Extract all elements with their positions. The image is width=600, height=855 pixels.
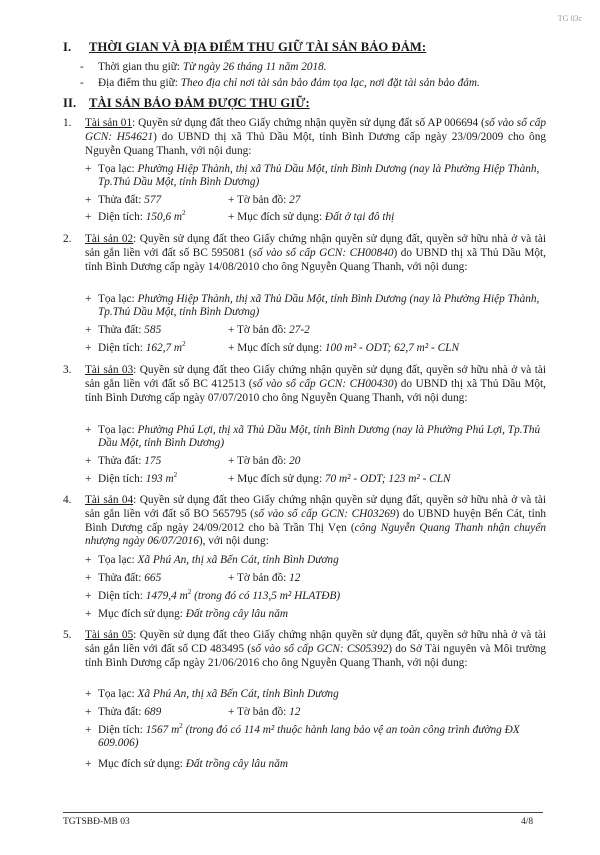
asset-1-use-value: Đất ở tại đô thị	[324, 211, 395, 223]
asset-5-area-note: (trong đó có 114 m² thuộc hành lang bảo vệ an toàn công trình đường ĐX 609.006)	[98, 724, 520, 750]
asset-1-number: 1.	[63, 117, 72, 129]
asset-3-location: + Tọa lạc: Phường Phú Lợi, thị xã Thủ Dầu Một, tỉnh Bình Dương (nay là Phường Phú Lợi, Tp.Thủ Dầu Một, tỉnh Bình Dương)	[85, 424, 541, 450]
asset-2-book-number: số vào sổ cấp GCN: CH00840	[252, 246, 394, 259]
asset-3-parcel-row: + Thửa đất: 175 + Tờ bản đồ: 20	[85, 455, 301, 467]
section-2-number: II.	[63, 96, 77, 110]
asset-3-location-value: Phường Phú Lợi, thị xã Thủ Dầu Một, tỉnh Bình Dương (nay là Phường Phú Lợi, Tp.Thủ Dầu Một, tỉnh Bình Dương)	[98, 424, 541, 450]
asset-1-map-value: 27	[289, 194, 301, 206]
asset-1-name: Tài sản 01	[85, 117, 133, 129]
seizure-place-label: Địa điểm thu giữ:	[98, 77, 181, 89]
page-number: 4/8	[521, 817, 534, 827]
asset-2-name: Tài sản 02	[85, 233, 134, 245]
asset-4-parcel-label: Thửa đất:	[98, 572, 145, 584]
asset-5-parcel-value: 689	[144, 706, 162, 718]
asset-1-text-b: ) do UBND thị xã Thủ Dầu Một, tỉnh Bình Dương cấp ngày 23/09/2009 cho ông Nguyễn Quang Thanh, với nội dung:	[85, 130, 547, 157]
asset-4-location-label: Tọa lạc:	[98, 554, 138, 566]
asset-1-paragraph	[63, 117, 546, 158]
asset-4-paragraph	[63, 494, 546, 549]
asset-2-text-b: ) do UBND thị xã Thủ Dầu Một, tỉnh Bình Dương cấp ngày 14/08/2010 cho ông Nguyễn Quang Thanh, với nội dung:	[85, 246, 547, 273]
asset-4-location: + Tọa lạc: Xã Phú An, thị xã Bến Cát, tỉnh Bình Dương	[85, 554, 339, 566]
asset-3-use-label: + Mục đích sử dụng:	[228, 473, 325, 485]
asset-4-transfer-note: công Nguyễn Quang Thanh nhận chuyển nhượng ngày 06/07/2016	[85, 521, 546, 548]
seizure-place-line: - Địa điểm thu giữ: Theo địa chỉ nơi tài sản bảo đảm tọa lạc, nơi đặt tài sản bảo đảm.	[80, 77, 480, 89]
asset-1-map-label: + Tờ bản đồ:	[228, 194, 290, 206]
asset-5-number: 5.	[63, 629, 72, 641]
asset-5-map-label: + Tờ bản đồ:	[228, 706, 290, 718]
asset-5-use-row: + Mục đích sử dụng: Đất trồng cây lâu năm	[85, 758, 289, 770]
asset-3-paragraph	[63, 364, 546, 405]
asset-4-use-row: + Mục đích sử dụng: Đất trồng cây lâu năm	[85, 608, 289, 620]
asset-3-area-row: + Diện tích: 193 $m^2$ + Mục đích sử dụng: 70 m² - ODT; 123 m² - CLN	[85, 471, 451, 485]
asset-1-use-label: + Mục đích sử dụng:	[228, 211, 325, 223]
asset-2-paragraph	[63, 233, 546, 274]
seizure-time-label: Thời gian thu giữ:	[98, 61, 183, 73]
asset-3-number: 3.	[63, 364, 72, 376]
asset-5-area-row: + Diện tích: 1567 $m^2$ (trong đó có 114 m² thuộc hành lang bảo vệ an toàn công trình đường ĐX 609.006)	[85, 722, 520, 750]
asset-3-text-a: : Quyền sử dụng đất theo Giấy chứng nhận quyền sử dụng đất, quyền sở hữu nhà ở và tài sản gắn liền với đất số BC 412513 (	[85, 364, 546, 390]
asset-4-area-row: + Diện tích: 1479,4 $m^2$ (trong đó có 113,5 m² HLATĐB)	[85, 588, 341, 602]
asset-5-area-label: Diện tích:	[98, 724, 146, 736]
asset-4-area-value: 1479,4 m	[145, 590, 188, 602]
asset-4-map-value: 12	[289, 572, 301, 584]
asset-4-area-note: (trong đó có 113,5 m² HLATĐB)	[191, 590, 341, 602]
asset-4-location-value: Xã Phú An, thị xã Bến Cát, tỉnh Bình Dương	[137, 554, 339, 566]
asset-1-area-label: Diện tích:	[98, 211, 146, 223]
asset-2-location-label: Tọa lạc:	[98, 293, 138, 305]
asset-1-location-value: Phường Hiệp Thành, thị xã Thủ Dầu Một, tỉnh Bình Dương (nay là Phường Hiệp Thành, Tp.Thủ Dầu Một, tỉnh Bình Dương)	[98, 163, 540, 189]
asset-3-map-value: 20	[289, 455, 301, 467]
asset-5-name: Tài sản 05	[85, 629, 134, 641]
asset-4-text-b: ) do UBND huyện Bến Cát, tỉnh Bình Dương cấp ngày 24/09/2012 cho bà Trần Thị Vẹn (	[85, 507, 547, 534]
asset-5-use-value: Đất trồng cây lâu năm	[185, 758, 289, 770]
asset-4-name: Tài sản 04	[85, 494, 134, 506]
asset-1-location-label: Tọa lạc:	[98, 163, 138, 175]
asset-3-book-number: số vào sổ cấp GCN: CH00430	[252, 377, 394, 390]
asset-1-location: + Tọa lạc: Phường Hiệp Thành, thị xã Thủ Dầu Một, tỉnh Bình Dương (nay là Phường Hiệp Thành, Tp.Thủ Dầu Một, tỉnh Bình Dương)	[85, 163, 540, 189]
footer-form-code: TGTSBĐ-MB 03	[63, 817, 130, 827]
asset-2-number: 2.	[63, 233, 72, 245]
asset-3-map-label: + Tờ bản đồ:	[228, 455, 290, 467]
asset-5-location-label: Tọa lạc:	[98, 688, 138, 700]
asset-1-area-value: 150,6 m	[145, 211, 183, 223]
asset-5-location-value: Xã Phú An, thị xã Bến Cát, tỉnh Bình Dương	[137, 688, 339, 700]
asset-1-parcel-label: Thửa đất:	[98, 194, 145, 206]
asset-3-area-value: 193 m	[145, 473, 174, 485]
form-code: TG 03c	[557, 14, 582, 23]
section-2-heading	[63, 96, 310, 111]
asset-3-area-label: Diện tích:	[98, 473, 146, 485]
asset-2-use-value: 100 m² - ODT; 62,7 m² - CLN	[324, 342, 459, 354]
asset-5-use-label: Mục đích sử dụng:	[98, 758, 186, 770]
asset-2-use-label: + Mục đích sử dụng:	[228, 342, 325, 354]
asset-3-text-b: ) do UBND thị xã Thủ Dầu Một, tỉnh Bình Dương cấp ngày 07/07/2010 cho ông Nguyễn Quang Thanh, với nội dung:	[85, 377, 547, 404]
asset-3-location-label: Tọa lạc:	[98, 424, 138, 436]
asset-3-parcel-value: 175	[144, 455, 162, 467]
footer-divider	[63, 812, 543, 813]
asset-5-area-value: 1567 m	[145, 724, 180, 736]
asset-2-parcel-label: Thửa đất:	[98, 324, 145, 336]
asset-3-use-value: 70 m² - ODT; 123 m² - CLN	[324, 473, 451, 485]
asset-5-map-value: 12	[289, 706, 301, 718]
asset-2-map-value: 27-2	[289, 324, 310, 336]
asset-5-book-number: số vào sổ cấp GCN: CS05392	[251, 642, 389, 655]
asset-3-parcel-label: Thửa đất:	[98, 455, 145, 467]
asset-4-text-d: ), với nội dung:	[198, 535, 269, 548]
asset-1-text-a: : Quyền sử dụng đất theo Giấy chứng nhận quyền sử dụng đất số AP 006694 (	[132, 117, 485, 129]
asset-1-parcel-value: 577	[144, 194, 162, 206]
asset-2-location-value: Phường Hiệp Thành, thị xã Thủ Dầu Một, tỉnh Bình Dương (nay là Phường Hiệp Thành, Tp.Thủ Dầu Một, tỉnh Bình Dương)	[98, 293, 540, 319]
asset-4-parcel-value: 665	[144, 572, 162, 584]
asset-1-parcel-row: + Thửa đất: 577 + Tờ bản đồ: 27	[85, 194, 301, 206]
seizure-time-line: - Thời gian thu giữ: Từ ngày 26 tháng 11 năm 2018.	[80, 61, 327, 73]
section-1-heading	[63, 40, 426, 55]
asset-5-text-a: : Quyền sử dụng đất theo Giấy chứng nhận quyền sử dụng đất, quyền sở hữu nhà ở và tài sản gắn liền với đất số CD 483495 (	[85, 629, 546, 655]
asset-4-use-value: Đất trồng cây lâu năm	[185, 608, 289, 620]
asset-5-location: + Tọa lạc: Xã Phú An, thị xã Bến Cát, tỉnh Bình Dương	[85, 688, 339, 700]
asset-2-location: + Tọa lạc: Phường Hiệp Thành, thị xã Thủ Dầu Một, tỉnh Bình Dương (nay là Phường Hiệp Thành, Tp.Thủ Dầu Một, tỉnh Bình Dương)	[85, 293, 540, 319]
asset-4-number: 4.	[63, 494, 72, 506]
asset-5-text-b: ) do Sở Tài nguyên và Môi trường tỉnh Bình Dương cấp ngày 21/06/2016 cho ông Nguyễn Quang Thanh, với nội dung:	[85, 642, 547, 669]
asset-3-name: Tài sản 03	[85, 364, 134, 376]
asset-4-area-label: Diện tích:	[98, 590, 146, 602]
asset-2-area-row: + Diện tích: 162,7 $m^2$ + Mục đích sử dụng: 100 m² - ODT; 62,7 m² - CLN	[85, 340, 459, 354]
asset-2-area-value: 162,7 m	[145, 342, 183, 354]
asset-4-use-label: Mục đích sử dụng:	[98, 608, 186, 620]
section-1-number: I.	[63, 40, 72, 54]
asset-5-parcel-row: + Thửa đất: 689 + Tờ bản đồ: 12	[85, 706, 301, 718]
asset-5-parcel-label: Thửa đất:	[98, 706, 145, 718]
asset-2-map-label: + Tờ bản đồ:	[228, 324, 290, 336]
asset-4-book-number: số vào sổ cấp GCN: CH03269	[253, 507, 396, 520]
section-2-title: TÀI SẢN BẢO ĐẢM ĐƯỢC THU GIỮ:	[89, 96, 310, 110]
section-1-title: THỜI GIAN VÀ ĐỊA ĐIỂM THU GIỮ TÀI SẢN BẢO ĐẢM:	[89, 40, 427, 54]
asset-4-text-a: : Quyền sử dụng đất theo Giấy chứng nhận quyền sử dụng đất, quyền sở hữu nhà ở và tài sản gắn liền với đất số BO 565795 (	[85, 494, 546, 520]
asset-2-area-label: Diện tích:	[98, 342, 146, 354]
asset-5-paragraph	[63, 629, 546, 670]
asset-1-book-number: số vào sổ cấp GCN: H54621	[85, 117, 546, 143]
asset-2-parcel-row: + Thửa đất: 585 + Tờ bản đồ: 27-2	[85, 324, 310, 336]
seizure-place-value: Theo địa chỉ nơi tài sản bảo đảm tọa lạc, nơi đặt tài sản bảo đảm.	[180, 77, 480, 89]
asset-4-parcel-row: + Thửa đất: 665 + Tờ bản đồ: 12	[85, 572, 301, 584]
seizure-time-value: Từ ngày 26 tháng 11 năm 2018.	[182, 61, 327, 73]
asset-2-parcel-value: 585	[144, 324, 162, 336]
asset-2-text-a: : Quyền sử dụng đất theo Giấy chứng nhận quyền sử dụng đất, quyền sở hữu nhà ở và tài sản gắn liền với đất số BC 595081 (	[85, 233, 546, 259]
asset-1-area-row: + Diện tích: 150,6 $m^2$ + Mục đích sử dụng: Đất ở tại đô thị	[85, 209, 395, 223]
asset-4-map-label: + Tờ bản đồ:	[228, 572, 290, 584]
